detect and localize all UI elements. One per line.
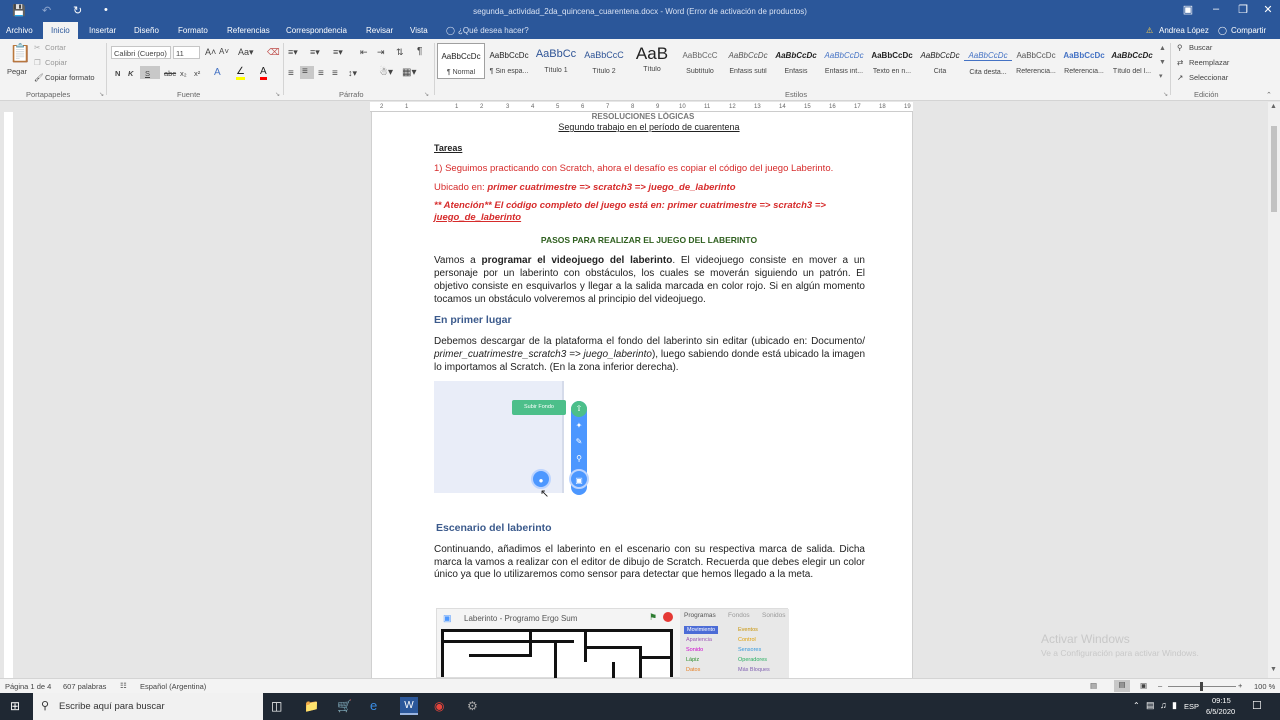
share-icon[interactable]: ◯ <box>1218 26 1227 35</box>
user-name[interactable]: Andrea López <box>1159 26 1209 35</box>
style-heading-1[interactable]: AaBbCc Título 1 <box>535 48 577 74</box>
grow-font-icon[interactable]: A˄ <box>205 47 217 57</box>
window-title: segunda_actividad_2da_quincena_cuarentena.docx - Word (Error de activación de productos) <box>473 7 807 16</box>
chrome-icon[interactable]: ◉ <box>434 699 445 713</box>
heading-primer-lugar: En primer lugar <box>434 314 512 326</box>
cat-datos[interactable]: Datos <box>686 667 701 673</box>
steps-heading: PASOS PARA REALIZAR EL JUEGO DEL LABERINTO <box>540 235 758 245</box>
style-subtle-emphasis[interactable]: AaBbCcDc Énfasis sutil <box>728 51 768 75</box>
find-button[interactable]: Buscar <box>1189 43 1213 52</box>
select-button[interactable]: Seleccionar <box>1189 73 1229 82</box>
ribbon <box>0 39 1280 101</box>
style-book-title[interactable]: AaBbCcDc Título del l... <box>1111 51 1153 75</box>
print-layout-icon[interactable]: ▤ <box>1114 680 1130 692</box>
collapse-ribbon-icon[interactable]: ⌃ <box>1266 92 1272 99</box>
tab-inicio[interactable]: Inicio <box>43 22 78 39</box>
show-marks-icon[interactable]: ¶ <box>417 46 423 57</box>
attention-note: ** Atención** El código completo del juego está en: primer cuatrimestre => scratch3 => juego_de_laberinto <box>434 200 826 223</box>
align-center-icon[interactable]: ≡ <box>300 66 314 79</box>
align-left-icon[interactable]: ≡ <box>288 68 294 79</box>
underline-button[interactable]: S <box>140 66 160 79</box>
bold-button[interactable]: N <box>115 69 121 78</box>
backdrop-add-icon[interactable]: ▣ <box>569 469 589 489</box>
zoom-slider-thumb[interactable] <box>1200 682 1203 691</box>
doc-subtitle: Segundo trabajo en el período de cuarentena <box>558 122 740 132</box>
store-icon[interactable]: 🛒 <box>337 699 352 713</box>
tab-referencias[interactable]: Referencias <box>227 26 270 35</box>
styles-scroll-up-icon[interactable]: ▲ <box>1159 45 1166 52</box>
cat-operadores[interactable]: Operadores <box>738 657 768 663</box>
shading-icon[interactable]: ☃▾ <box>379 67 393 78</box>
sort-icon[interactable]: ⇅ <box>396 47 404 57</box>
style-intense-emphasis[interactable]: AaBbCcDc Énfasis int... <box>824 51 864 75</box>
share-button[interactable]: Compartir <box>1231 26 1267 35</box>
zoom-level[interactable]: 100 % <box>1254 682 1276 691</box>
vertical-scrollbar[interactable] <box>1268 102 1280 678</box>
upload-backdrop-tooltip: Subir Fondo <box>512 400 566 415</box>
paragraph-group-label: Párrafo <box>339 90 364 99</box>
activation-watermark-text: Ve a Configuración para activar Windows. <box>1041 648 1199 658</box>
cat-mas-bloques[interactable]: Más Bloques <box>738 667 770 673</box>
paste-button[interactable]: Pegar <box>7 67 28 76</box>
redo-icon[interactable]: ↻ <box>73 5 83 17</box>
surprise-icon[interactable]: ✦ <box>575 421 583 430</box>
styles-group-label: Estilos <box>785 90 808 99</box>
font-name-select[interactable]: Calibri (Cuerpo) <box>111 46 171 59</box>
line-spacing-icon[interactable]: ↕▾ <box>348 68 358 78</box>
divider <box>1170 43 1171 95</box>
paste-icon[interactable]: 📋 <box>9 43 32 63</box>
task-line-1: 1) Seguimos practicando con Scratch, ahora el desafío es copiar el código del juego Laberinto. <box>434 163 834 174</box>
cat-movimiento[interactable]: Movimiento <box>684 626 718 634</box>
read-mode-icon[interactable]: ▤ <box>1090 681 1098 690</box>
tab-programas[interactable]: Programas <box>684 612 716 619</box>
highlight-icon[interactable]: ∠ <box>236 66 245 80</box>
green-flag-icon[interactable]: ⚑ <box>649 612 658 622</box>
scroll-down-icon[interactable]: ▼ <box>1270 666 1277 673</box>
page-count[interactable]: Página 1 de 4 <box>5 682 52 691</box>
font-launcher-icon[interactable]: ↘ <box>275 92 281 98</box>
language-status[interactable]: Español (Argentina) <box>140 682 207 691</box>
style-intense-quote[interactable]: AaBbCcDc Cita desta... <box>964 43 1012 79</box>
paint-icon[interactable]: ✎ <box>575 437 583 446</box>
tab-correspondencia[interactable]: Correspondencia <box>286 26 347 35</box>
style-intense-reference[interactable]: AaBbCcDc Referencia... <box>1063 51 1105 75</box>
justify-icon[interactable]: ≡ <box>332 68 338 79</box>
subscript-button[interactable]: x₂ <box>180 69 187 78</box>
search-icon[interactable]: ⚲ <box>576 454 582 463</box>
taskbar-search-box[interactable] <box>33 693 263 720</box>
mouse-cursor-icon: ↖ <box>540 488 550 500</box>
decrease-indent-icon[interactable]: ⇤ <box>360 47 368 57</box>
text-effects-icon[interactable]: A <box>214 67 221 78</box>
taskbar-search-placeholder: Escribe aquí para buscar <box>59 701 165 712</box>
tab-archivo[interactable]: Archivo <box>6 26 33 35</box>
styles-launcher-icon[interactable]: ↘ <box>1163 92 1169 98</box>
style-emphasis[interactable]: AaBbCcDc Énfasis <box>775 51 817 75</box>
volume-icon[interactable]: ♫ <box>1160 700 1167 710</box>
divider <box>434 43 435 95</box>
styles-more-icon[interactable]: ▾ <box>1159 73 1163 80</box>
scratch-upload-image <box>434 381 583 500</box>
task-view-icon[interactable]: ◫ <box>271 699 283 713</box>
style-quote[interactable]: AaBbCcDc Cita <box>920 51 960 75</box>
project-title: Laberinto - Programo Ergo Sum <box>464 614 578 623</box>
replace-icon: ⇄ <box>1177 58 1184 67</box>
file-explorer-icon[interactable]: 📁 <box>304 699 319 713</box>
scroll-up-icon[interactable]: ▲ <box>1270 103 1277 110</box>
document-page[interactable] <box>371 112 913 678</box>
tray-chevron-icon[interactable]: ⌃ <box>1133 701 1140 710</box>
font-color-icon[interactable]: A <box>260 66 267 80</box>
clock-date[interactable]: 6/5/2020 <box>1206 707 1236 716</box>
paragraph-download: Debemos descargar de la plataforma el fondo del laberinto sin editar (ubicado en: Documento/ primer_cuatrimestre_scratch3 => juego_laberinto), luego sabiendo donde está ubicado la imagen lo importamos al Scratch. (En la zona inferior derecha). <box>434 336 866 373</box>
paragraph-launcher-icon[interactable]: ↘ <box>424 92 430 98</box>
zoom-in-icon[interactable]: + <box>1238 681 1243 690</box>
input-language[interactable]: ESP <box>1184 702 1200 711</box>
tab-vista[interactable]: Vista <box>410 26 428 35</box>
superscript-button[interactable]: x² <box>194 69 201 78</box>
web-layout-icon[interactable]: ▣ <box>1140 681 1148 690</box>
windows-start-icon[interactable]: ⊞ <box>10 699 21 713</box>
style-normal[interactable]: AaBbCcDc ¶ Normal <box>437 43 485 79</box>
minimize-button[interactable]: – <box>1212 3 1220 15</box>
word-count[interactable]: 607 palabras <box>63 682 107 691</box>
tab-revisar[interactable]: Revisar <box>366 26 394 35</box>
clipboard-launcher-icon[interactable]: ↘ <box>99 92 105 98</box>
upload-icon[interactable]: ⇧ <box>571 401 587 417</box>
style-heading-2[interactable]: AaBbCcC Título 2 <box>584 50 624 75</box>
style-title[interactable]: AaB Título <box>635 44 669 73</box>
word-icon[interactable]: W <box>400 697 418 715</box>
style-subtle-reference[interactable]: AaBbCcDc Referencia... <box>1016 51 1056 75</box>
windows-taskbar <box>0 693 1280 720</box>
copy-button[interactable]: Copiar <box>45 58 68 67</box>
activation-watermark-title: Activar Windows <box>1041 632 1130 646</box>
cat-sonido[interactable]: Sonido <box>686 647 704 653</box>
divider <box>283 43 284 95</box>
font-group-label: Fuente <box>177 90 201 99</box>
sprite-add-icon[interactable]: ● <box>531 469 551 489</box>
tab-sonidos[interactable]: Sonidos <box>762 612 786 619</box>
battery-icon[interactable]: ▮ <box>1172 700 1177 710</box>
cat-sensores[interactable]: Sensores <box>738 647 762 653</box>
search-icon: ⚲ <box>1177 43 1183 52</box>
editing-group-label: Edición <box>1194 90 1219 99</box>
cat-control[interactable]: Control <box>738 637 756 643</box>
network-icon[interactable]: ▤ <box>1146 700 1155 710</box>
cat-eventos[interactable]: Eventos <box>738 627 758 633</box>
scratch-maze-image <box>436 608 788 678</box>
save-icon[interactable]: 💾 <box>12 5 26 17</box>
search-icon: ⚲ <box>41 700 50 712</box>
proofing-icon[interactable]: ☷ <box>120 681 127 690</box>
numbering-icon[interactable]: ≡▾ <box>310 47 320 57</box>
undo-icon[interactable]: ↶ <box>42 5 52 17</box>
select-icon: ↗ <box>1177 73 1184 82</box>
clear-format-icon[interactable]: ⌫ <box>267 47 280 57</box>
paragraph-escenario: Continuando, añadimos el laberinto en el escenario con su respectiva marca de salida. Dicha marca la vamos a realizar con el editor de dibujo de Scratch. Recuerda que debes elegir un color único ya que lo utilizaremos como sensor para detectar que hemos llegado a la meta. <box>434 544 865 580</box>
multilevel-list-icon[interactable]: ≡▾ <box>333 47 343 57</box>
tab-fondos[interactable]: Fondos <box>728 612 750 619</box>
align-right-icon[interactable]: ≡ <box>318 68 324 79</box>
tell-me-box[interactable]: ¿Qué desea hacer? <box>458 26 529 35</box>
style-subtitle[interactable]: AaBbCcC Subtítulo <box>682 51 718 75</box>
heading-escenario: Escenario del laberinto <box>436 522 552 534</box>
tareas-heading: Tareas <box>434 143 463 153</box>
stop-icon[interactable] <box>663 612 673 622</box>
maximize-button[interactable]: ❐ <box>1238 4 1248 16</box>
style-strong[interactable]: AaBbCcDc Texto en n... <box>871 51 913 75</box>
stage-edge <box>562 381 564 493</box>
bullets-icon[interactable]: ≡▾ <box>288 47 298 57</box>
cat-apariencia[interactable]: Apariencia <box>686 637 712 643</box>
style-no-spacing[interactable]: AaBbCcDc ¶ Sin espa... <box>489 51 529 75</box>
divider <box>106 43 107 95</box>
change-case-icon[interactable]: Aa▾ <box>238 47 254 57</box>
ribbon-display-icon[interactable]: ▣ <box>1182 4 1194 16</box>
status-bar <box>0 678 1280 693</box>
task-location: Ubicado en: primer cuatrimestre => scratch3 => juego_de_laberinto <box>434 182 736 193</box>
copy-icon: ❐ <box>34 58 41 67</box>
horizontal-ruler[interactable]: 2 1 1 2 3 4 5 6 7 8 9 10 11 12 13 14 15 16 17 18 19 <box>370 102 913 112</box>
scratch-logo-icon: ▣ <box>443 613 452 623</box>
customize-qat-icon[interactable]: • <box>104 4 108 16</box>
paragraph-intro: Vamos a programar el videojuego del laberinto. El videojuego consiste en mover a un personaje por un laberinto con obstáculos, los cuales se moverán siguiendo un patrón. El objetivo consiste en esquivarlos y llegar a la salida marcada en color rojo. Si en algún momento tocamos un obstáculo volveremos al principio del videojuego. <box>434 255 865 305</box>
cut-off-heading: RESOLUCIONES LÓGICAS <box>591 112 695 121</box>
vertical-ruler[interactable] <box>4 112 13 678</box>
styles-scroll-down-icon[interactable]: ▼ <box>1159 59 1166 66</box>
format-painter-icon: 🖌 <box>34 73 44 82</box>
cut-icon: ✂ <box>34 43 41 52</box>
shrink-font-icon[interactable]: A˅ <box>219 47 230 56</box>
warning-icon: ⚠ <box>1146 26 1154 35</box>
format-painter-button[interactable]: Copiar formato <box>45 73 95 82</box>
zoom-out-icon[interactable]: – <box>1158 681 1163 690</box>
clock-time[interactable]: 09:15 <box>1212 696 1231 705</box>
lightbulb-icon: ◯ <box>446 26 455 35</box>
blocks-panel <box>680 609 789 678</box>
borders-icon[interactable]: ▦▾ <box>402 67 417 78</box>
edge-icon[interactable]: e <box>370 698 378 713</box>
maze-stage <box>441 629 673 677</box>
increase-indent-icon[interactable]: ⇥ <box>377 47 385 57</box>
title-bar <box>0 0 1280 22</box>
ribbon-tabs <box>0 22 1280 39</box>
strikethrough-button[interactable]: abc <box>164 69 177 78</box>
clipboard-group-label: Portapapeles <box>26 90 71 99</box>
replace-button[interactable]: Reemplazar <box>1189 58 1230 67</box>
tab-diseno[interactable]: Diseño <box>134 26 159 35</box>
close-button[interactable]: ✕ <box>1263 4 1273 16</box>
tab-insertar[interactable]: Insertar <box>89 26 117 35</box>
font-size-select[interactable]: 11 <box>173 46 200 59</box>
cut-button[interactable]: Cortar <box>45 43 66 52</box>
cat-lapiz[interactable]: Lápiz <box>686 657 700 663</box>
app-icon[interactable]: ⚙ <box>467 699 478 713</box>
scroll-thumb[interactable] <box>1271 126 1277 212</box>
italic-button[interactable]: K <box>128 69 134 78</box>
tab-formato[interactable]: Formato <box>178 26 208 35</box>
notifications-icon[interactable]: ☐ <box>1252 700 1262 712</box>
